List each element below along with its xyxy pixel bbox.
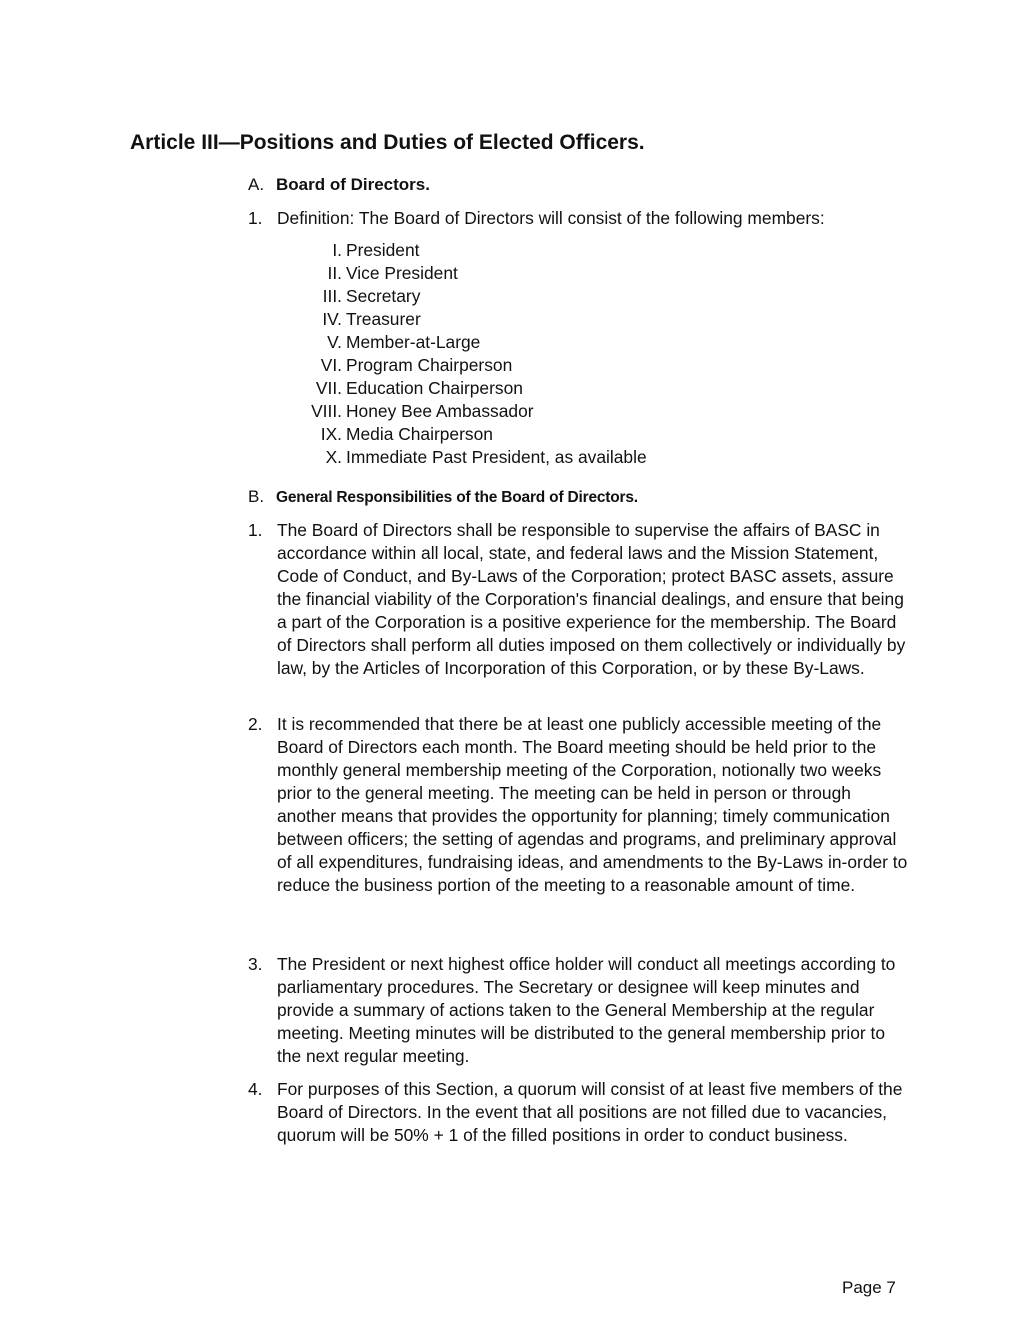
member-list-item	[260, 423, 760, 446]
page-number: Page 7	[842, 1278, 896, 1297]
roman-numeral: V.	[327, 332, 342, 352]
section-a-title: Board of Directors.	[276, 175, 430, 194]
member-label: Member-at-Large	[346, 332, 481, 352]
member-label: Vice President	[346, 263, 458, 283]
member-label: Honey Bee Ambassador	[346, 401, 534, 421]
roman-numeral: III.	[322, 286, 342, 306]
roman-numeral: VIII.	[311, 401, 342, 421]
item-number: 1.	[248, 208, 263, 228]
member-list-item	[260, 354, 760, 377]
member-list-item	[260, 262, 760, 285]
member-list-item	[260, 331, 760, 354]
section-b-item-2	[248, 713, 908, 897]
roman-numeral: VI.	[320, 355, 342, 375]
item-number: 2.	[248, 714, 263, 734]
member-label: Treasurer	[346, 309, 421, 329]
section-a-heading	[248, 175, 430, 195]
article-title: Article III—Positions and Duties of Elected Officers.	[130, 131, 645, 154]
member-label: President	[346, 240, 420, 260]
member-list-item	[260, 285, 760, 308]
roman-numeral: II.	[327, 263, 342, 283]
section-a-item-1	[248, 207, 908, 230]
item-number: 3.	[248, 954, 263, 974]
member-label: Immediate Past President, as available	[346, 447, 647, 467]
item-number: 4.	[248, 1079, 263, 1099]
section-b-title: General Responsibilities of the Board of Directors.	[276, 489, 638, 506]
section-b-item-4	[248, 1078, 908, 1147]
roman-numeral: X.	[325, 447, 342, 467]
item-text: For purposes of this Section, a quorum will consist of at least five members of the Board of Directors. In the event that all positions are not filled due to vacancies, quorum will be 50% + 1 of the filled positions in order to conduct business.	[277, 1079, 903, 1145]
item-number: 1.	[248, 520, 263, 540]
roman-numeral: IX.	[320, 424, 342, 444]
item-text: The Board of Directors shall be responsible to supervise the affairs of BASC in accordance within all local, state, and federal laws and the Mission Statement, Code of Conduct, and By-Laws of the Corporation; protect BASC assets, assure the financial viability of the Corporation's financial dealings, and ensure that being a part of the Corporation is a positive experience for the membership. The Board of Directors shall perform all duties imposed on them collectively or individually by law, by the Articles of Incorporation of this Corporation, or by these By-Laws.	[277, 520, 906, 678]
roman-numeral: I.	[332, 240, 342, 260]
member-label: Secretary	[346, 286, 421, 306]
item-text: The President or next highest office holder will conduct all meetings according to parliamentary procedures. The Secretary or designee will keep minutes and provide a summary of actions taken to the General Membership at the regular meeting. Meeting minutes will be distributed to the general membership prior to the next regular meeting.	[277, 954, 896, 1066]
member-list-item	[260, 308, 760, 331]
section-b-item-1	[248, 519, 908, 680]
roman-numeral: IV.	[322, 309, 342, 329]
board-members-list	[260, 239, 760, 469]
member-list-item	[260, 446, 760, 469]
member-label: Education Chairperson	[346, 378, 523, 398]
item-text: It is recommended that there be at least one publicly accessible meeting of the Board of Directors each month. The Board meeting should be held prior to the monthly general membership meeting of the Corporation, notionally two weeks prior to the general meeting. The meeting can be held in person or through another means that provides the opportunity for planning; timely communication between officers; the setting of agendas and programs, and preliminary approval of all expenditures, fundraising ideas, and amendments to the By-Laws in-order to reduce the business portion of the meeting to a reasonable amount of time.	[277, 714, 908, 895]
member-list-item	[260, 377, 760, 400]
section-b-heading	[248, 487, 638, 507]
item-text: Definition: The Board of Directors will consist of the following members:	[277, 208, 825, 228]
roman-numeral: VII.	[315, 378, 342, 398]
section-b-item-3	[248, 953, 908, 1068]
member-label: Program Chairperson	[346, 355, 513, 375]
section-a-letter: A.	[248, 175, 265, 194]
member-list-item	[260, 400, 760, 423]
section-b-letter: B.	[248, 487, 265, 506]
member-label: Media Chairperson	[346, 424, 493, 444]
member-list-item	[260, 239, 760, 262]
